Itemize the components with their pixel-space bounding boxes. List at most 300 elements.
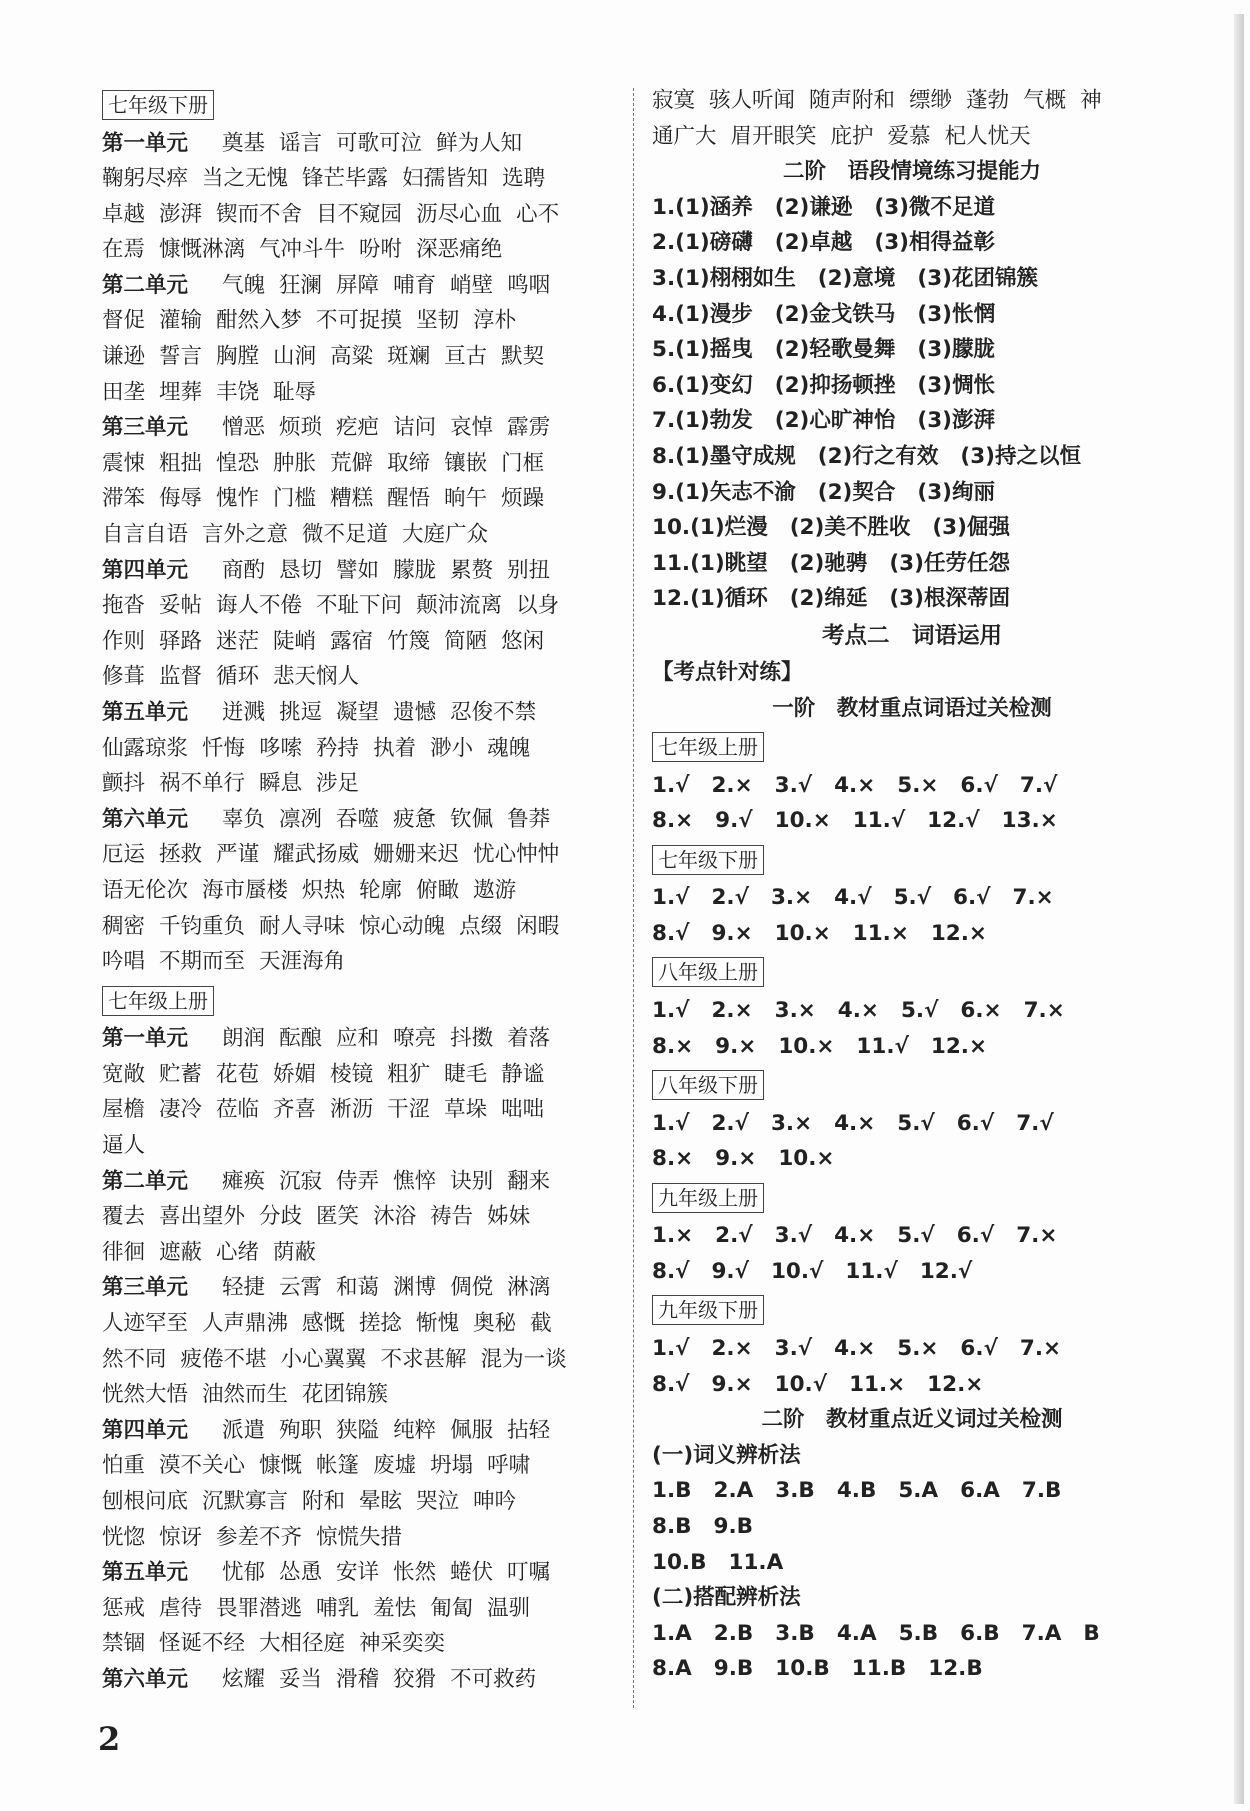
grade-section-label: 八年级下册 [652, 1070, 764, 1100]
vocabulary-word: 和蔼 [336, 1275, 380, 1301]
answer-item: 5.(1)摇曳 [652, 337, 753, 363]
vocabulary-word: 吟唱 [102, 949, 146, 975]
unit-label: 第四单元 [102, 1417, 189, 1443]
vocabulary-word: 沉寂 [279, 1168, 323, 1194]
grade-section-label: 九年级下册 [652, 1295, 764, 1325]
vocabulary-word: 海市蜃楼 [202, 877, 289, 903]
vocabulary-line [102, 909, 632, 945]
vocabulary-word: 佩服 [450, 1417, 494, 1443]
vocabulary-word: 语无伦次 [102, 877, 189, 903]
answer-item: 6.√ [956, 1223, 995, 1249]
vocabulary-word: 混为一谈 [480, 1346, 567, 1372]
vocabulary-word: 不可救药 [450, 1666, 537, 1692]
answer-item: 5.√ [900, 997, 939, 1023]
right-column [652, 83, 1172, 1687]
vocabulary-line [102, 1484, 632, 1520]
answer-line [652, 1254, 1172, 1290]
vocabulary-word: 可歌可泣 [336, 130, 423, 156]
answer-item: 6.A [960, 1478, 1000, 1504]
answer-item: 7.√ [1016, 1110, 1054, 1136]
answer-item: 10.√ [770, 1258, 824, 1284]
answer-line [652, 1509, 1172, 1545]
vocabulary-word: 魂魄 [487, 735, 531, 761]
section-heading: 二阶 教材重点近义词过关检测 [761, 1407, 1063, 1433]
vocabulary-word: 当之无愧 [202, 166, 289, 192]
vocabulary-word: 灌输 [159, 308, 203, 334]
vocabulary-word: 仙露琼浆 [102, 735, 189, 761]
answer-item: 7.√ [1019, 772, 1058, 798]
answer-item: 7.(1)勃发 [652, 408, 753, 434]
vocabulary-word: 涉足 [316, 771, 360, 797]
vocabulary-word: 徘徊 [102, 1239, 146, 1265]
vocabulary-word: 耐人寻味 [259, 913, 346, 939]
vocabulary-word: 默契 [501, 344, 545, 370]
vocabulary-word: 譬如 [336, 557, 380, 583]
answer-item: 3.(1)栩栩如生 [652, 265, 796, 291]
answer-item: 5.√ [893, 885, 932, 911]
vocabulary-word: 荒僻 [330, 450, 374, 476]
vocabulary-word: 怂恿 [279, 1560, 323, 1586]
answer-line [652, 1367, 1172, 1403]
answer-item: (3)持之以恒 [960, 443, 1081, 469]
vocabulary-line [102, 837, 632, 873]
vocabulary-word: 拖沓 [102, 593, 146, 619]
answer-item: 9.B [713, 1514, 754, 1539]
answer-item: (3)任劳任怨 [889, 550, 1010, 576]
vocabulary-word: 滞笨 [102, 486, 146, 512]
vocabulary-word: 不可捉摸 [316, 308, 403, 334]
vocabulary-word: 胸膛 [216, 344, 260, 370]
vocabulary-word: 惶恐 [216, 450, 260, 476]
vocabulary-word: 纯粹 [393, 1417, 437, 1443]
vocabulary-line [102, 1342, 632, 1378]
vocabulary-word: 安详 [336, 1560, 380, 1586]
unit-label: 第五单元 [102, 700, 189, 725]
vocabulary-word: 睫毛 [444, 1061, 488, 1087]
vocabulary-line [102, 1448, 632, 1484]
vocabulary-line [102, 1626, 632, 1662]
vocabulary-word: 驿路 [159, 628, 203, 654]
vocabulary-word: 酝酿 [279, 1026, 323, 1052]
unit-label: 第三单元 [102, 1275, 189, 1301]
answer-item: 12.√ [927, 808, 980, 834]
answer-item: 10.× [774, 808, 831, 834]
answer-item: 3.× [770, 1110, 813, 1136]
vocabulary-line [102, 1520, 632, 1556]
vocabulary-word: 淋漓 [507, 1275, 551, 1301]
vocabulary-word: 晌午 [444, 486, 488, 512]
vocabulary-word: 憎恶 [222, 415, 266, 441]
vocabulary-word: 诘问 [393, 415, 437, 441]
vocabulary-line [102, 944, 632, 980]
vocabulary-word: 挑逗 [279, 700, 323, 725]
vocabulary-word: 姗姗来迟 [373, 842, 460, 868]
answer-item: 10.B [775, 1656, 830, 1682]
answer-item: (3)花团锦簇 [917, 265, 1038, 291]
vocabulary-word: 狭隘 [336, 1417, 380, 1443]
grade-section-label: 七年级上册 [102, 986, 214, 1016]
vocabulary-word: 修葺 [102, 664, 146, 690]
vocabulary-line [102, 161, 632, 197]
vocabulary-word: 惩戒 [102, 1595, 146, 1621]
grade-section-row [652, 839, 1172, 881]
vocabulary-line [102, 375, 632, 411]
answer-item: 4.√ [834, 885, 872, 911]
answer-item: 12.(1)循环 [652, 586, 768, 612]
vocabulary-word: 气魄 [222, 272, 266, 298]
vocabulary-line [102, 410, 632, 446]
vocabulary-word: 心绪 [216, 1239, 260, 1265]
answer-item: 2.(1)磅礴 [652, 230, 753, 256]
vocabulary-word: 哆嗦 [259, 735, 303, 761]
unit-label: 第一单元 [102, 130, 189, 156]
vocabulary-word: 气概 [1023, 88, 1067, 113]
vocabulary-word: 呻吟 [473, 1488, 517, 1514]
unit-label: 第一单元 [102, 1026, 189, 1052]
vocabulary-line [102, 197, 632, 233]
unit-label: 第五单元 [102, 1560, 189, 1586]
vocabulary-word: 废墟 [373, 1453, 417, 1479]
vocabulary-word: 莅临 [216, 1097, 260, 1123]
vocabulary-word: 俯瞰 [416, 877, 460, 903]
vocabulary-word: 鸣咽 [507, 272, 551, 298]
vocabulary-word: 谦逊 [102, 344, 146, 370]
vocabulary-line [102, 553, 632, 589]
vocabulary-word: 通广大 [652, 123, 717, 149]
vocabulary-line [102, 873, 632, 909]
vocabulary-word: 哺育 [393, 272, 437, 298]
vocabulary-word: 骇人听闻 [709, 88, 796, 113]
answer-item: 9.B [713, 1656, 754, 1682]
vocabulary-word: 渺小 [430, 735, 474, 761]
vocabulary-word: 监督 [159, 664, 203, 690]
vocabulary-word: 遗憾 [393, 700, 437, 725]
vocabulary-word: 千钧重负 [159, 913, 246, 939]
vocabulary-word: 缥缈 [909, 88, 953, 113]
vocabulary-word: 惊心动魄 [359, 913, 446, 939]
vocabulary-word: 眉开眼笑 [730, 123, 817, 149]
vocabulary-word: 翻来 [507, 1168, 551, 1194]
vocabulary-word: 匿笑 [316, 1204, 360, 1230]
vocabulary-word: 慷慨 [259, 1453, 303, 1479]
vocabulary-word: 埋葬 [159, 379, 203, 405]
vocabulary-word: 妇孺皆知 [402, 166, 489, 192]
vocabulary-word: 贮蓄 [159, 1061, 203, 1087]
answer-item: 5.√ [897, 1110, 935, 1136]
grade-section-label: 七年级下册 [102, 90, 214, 120]
vocabulary-word: 辜负 [222, 806, 266, 832]
answer-item: (3)惆怅 [917, 372, 995, 398]
vocabulary-line [102, 1555, 632, 1591]
vocabulary-word: 油然而生 [202, 1382, 289, 1408]
grade-section-row [652, 1064, 1172, 1106]
vocabulary-word: 杞人忧天 [944, 123, 1031, 149]
vocabulary-word: 刨根问底 [102, 1488, 189, 1514]
answer-item: 10.× [778, 1033, 835, 1059]
vocabulary-line [102, 303, 632, 339]
answer-item: 4.× [837, 997, 879, 1023]
vocabulary-word: 别扭 [507, 557, 551, 583]
answer-item: 5.A [898, 1478, 939, 1504]
vocabulary-word: 沉默寡言 [202, 1488, 289, 1514]
answer-item: (2)抑扬顿挫 [774, 372, 896, 398]
vocabulary-line [102, 624, 632, 660]
vocabulary-word: 心不 [516, 201, 560, 227]
vocabulary-word: 附和 [302, 1488, 346, 1514]
answer-item: 8.× [652, 808, 694, 834]
vocabulary-word: 瞬息 [259, 771, 303, 797]
vocabulary-word: 粗犷 [387, 1061, 431, 1087]
answer-item: 8.× [652, 1033, 694, 1059]
vocabulary-line [652, 119, 1172, 155]
vocabulary-word: 坚韧 [416, 308, 460, 334]
vocabulary-word: 轻捷 [222, 1275, 266, 1301]
answer-item: 3.B [775, 1478, 815, 1504]
vocabulary-word: 喜出望外 [159, 1204, 246, 1230]
answer-line [652, 1141, 1172, 1177]
vocabulary-word: 耀武扬威 [273, 842, 360, 868]
answer-item: 9.× [715, 1146, 757, 1172]
vocabulary-line [102, 268, 632, 304]
vocabulary-word: 拯救 [159, 842, 203, 868]
answer-item: 4.A [836, 1620, 877, 1646]
vocabulary-word: 霹雳 [507, 415, 551, 441]
answer-item: (2)轻歌曼舞 [774, 337, 896, 363]
vocabulary-word: 截 [530, 1311, 552, 1336]
answer-line [652, 1651, 1172, 1687]
grade-section-row [102, 980, 632, 1022]
vocabulary-word: 派遣 [222, 1417, 266, 1443]
vocabulary-word: 不耻下问 [316, 593, 403, 619]
answer-item: 2.B [713, 1620, 754, 1646]
vocabulary-word: 静谧 [501, 1061, 545, 1087]
subsection-label: 【考点针对练】 [652, 659, 803, 685]
page-edge-shadow [1234, 14, 1244, 1804]
vocabulary-word: 疲惫 [393, 806, 437, 832]
answer-item: 7.× [1023, 997, 1065, 1023]
vocabulary-word: 诲人不倦 [216, 593, 303, 619]
answer-item: 2.√ [715, 1223, 753, 1249]
vocabulary-word: 虐待 [159, 1595, 203, 1621]
answer-item: 3.√ [774, 1223, 813, 1249]
vocabulary-word: 门框 [501, 450, 545, 476]
vocabulary-word: 烦琐 [279, 415, 323, 441]
vocabulary-word: 沐浴 [373, 1204, 417, 1230]
vocabulary-word: 悲天悯人 [273, 664, 360, 690]
answer-line [652, 510, 1172, 546]
answer-item: 2.× [711, 772, 753, 798]
vocabulary-word: 奥秘 [473, 1311, 517, 1336]
answer-line [652, 475, 1172, 511]
vocabulary-word: 奠基 [222, 130, 266, 156]
vocabulary-word: 干涩 [387, 1097, 431, 1123]
vocabulary-word: 怕重 [102, 1453, 146, 1479]
vocabulary-line [102, 446, 632, 482]
vocabulary-word: 不期而至 [159, 949, 246, 975]
vocabulary-word: 寂寞 [652, 88, 696, 113]
subsection-label: (一)词义辨析法 [652, 1442, 801, 1468]
vocabulary-word: 闲暇 [516, 913, 560, 939]
answer-item: (2)美不胜收 [789, 515, 911, 541]
vocabulary-word: 烦躁 [501, 486, 545, 512]
grade-section-row [102, 84, 632, 126]
answer-item: 1.√ [652, 885, 690, 911]
vocabulary-word: 忧郁 [222, 1560, 266, 1586]
vocabulary-word: 晕眩 [359, 1488, 403, 1514]
answer-item: 4.× [834, 772, 876, 798]
vocabulary-word: 搓捻 [359, 1311, 403, 1336]
vocabulary-line [102, 695, 632, 731]
grade-section-row [652, 951, 1172, 993]
answer-item: 6.√ [960, 772, 998, 798]
vocabulary-word: 庇护 [830, 123, 874, 149]
vocabulary-word: 鲁莽 [507, 806, 551, 832]
vocabulary-word: 忏悔 [202, 735, 246, 761]
answer-line [652, 261, 1172, 297]
vocabulary-word: 天涯海角 [259, 949, 346, 975]
answer-line [652, 1473, 1172, 1509]
vocabulary-word: 羞怯 [373, 1595, 417, 1621]
vocabulary-word: 田垄 [102, 379, 146, 405]
vocabulary-line [102, 1306, 632, 1342]
vocabulary-word: 憔悴 [393, 1168, 437, 1194]
vocabulary-line [102, 232, 632, 268]
vocabulary-line [102, 1591, 632, 1627]
vocabulary-line [102, 802, 632, 838]
grade-section-row [652, 1177, 1172, 1219]
answer-item: 12.× [927, 1371, 984, 1397]
vocabulary-line [102, 517, 632, 553]
section-heading: 一阶 教材重点词语过关检测 [772, 695, 1052, 721]
vocabulary-word: 叮嘱 [507, 1560, 551, 1586]
vocabulary-word: 禁锢 [102, 1631, 146, 1657]
answer-item: 1.× [652, 1223, 694, 1249]
answer-item: 6.B [960, 1620, 1000, 1646]
vocabulary-word: 鲜为人知 [436, 130, 523, 156]
grade-section-label: 八年级上册 [652, 957, 764, 987]
unit-label: 第二单元 [102, 272, 189, 298]
answer-item: 10.B [652, 1549, 707, 1575]
vocabulary-word: 侍弄 [336, 1168, 380, 1194]
answer-item: 8.√ [652, 1371, 690, 1397]
answer-line [652, 332, 1172, 368]
vocabulary-line [102, 1662, 632, 1698]
answer-item: 11.√ [856, 1033, 909, 1059]
answer-item: (3)微不足道 [874, 194, 995, 220]
vocabulary-word: 匍匐 [430, 1595, 474, 1621]
vocabulary-word: 然不同 [102, 1346, 167, 1372]
vocabulary-word: 疲倦不堪 [180, 1346, 267, 1372]
vocabulary-word: 抖擞 [450, 1026, 494, 1052]
answer-item: 11.√ [845, 1258, 898, 1284]
vocabulary-word: 怅然 [393, 1560, 437, 1586]
answer-item: 4.B [836, 1478, 877, 1504]
unit-label: 第二单元 [102, 1168, 189, 1194]
vocabulary-word: 遮蔽 [159, 1239, 203, 1265]
answer-line [652, 1218, 1172, 1254]
vocabulary-word: 瘫痪 [222, 1168, 266, 1194]
answer-item: 1.√ [652, 1110, 690, 1136]
answer-item: 9.√ [715, 808, 753, 834]
answer-item: (3)相得益彰 [874, 230, 995, 256]
vocabulary-line [102, 659, 632, 695]
vocabulary-word: 随声附和 [809, 88, 896, 113]
unit-label: 第四单元 [102, 557, 189, 583]
vocabulary-word: 狂澜 [279, 272, 323, 298]
answer-item: 7.× [1019, 1336, 1062, 1362]
vocabulary-word: 人迹罕至 [102, 1311, 189, 1336]
vocabulary-word: 卓越 [102, 201, 146, 227]
vocabulary-word: 帐篷 [316, 1453, 360, 1479]
answer-item: (2)谦逊 [774, 194, 853, 220]
vocabulary-line [102, 588, 632, 624]
answer-item: 8.× [652, 1146, 694, 1172]
vocabulary-word: 人声鼎沸 [202, 1311, 289, 1336]
answer-line [652, 1331, 1172, 1367]
answer-item: 12.B [928, 1656, 983, 1682]
column-divider [633, 88, 634, 1708]
answer-line [652, 768, 1172, 804]
vocabulary-word: 锲而不舍 [216, 201, 303, 227]
answer-item: B [1083, 1620, 1100, 1646]
answer-item: 6.(1)变幻 [652, 372, 753, 398]
vocabulary-word: 竹篾 [387, 628, 431, 654]
answer-line [652, 546, 1172, 582]
vocabulary-word: 恍惚 [102, 1524, 146, 1550]
vocabulary-word: 凝望 [336, 700, 380, 725]
vocabulary-word: 屋檐 [102, 1097, 146, 1123]
vocabulary-line [102, 339, 632, 375]
answer-item: 9.× [711, 1371, 753, 1397]
vocabulary-word: 嘹亮 [393, 1026, 437, 1052]
vocabulary-word: 朗润 [222, 1026, 266, 1052]
vocabulary-word: 取缔 [387, 450, 431, 476]
vocabulary-line [102, 1021, 632, 1057]
section-heading: 二阶 语段情境练习提能力 [782, 159, 1041, 185]
vocabulary-word: 目不窥园 [316, 201, 403, 227]
vocabulary-word: 以身 [516, 593, 560, 619]
answer-item: 8.B [652, 1514, 692, 1539]
vocabulary-word: 惊慌失措 [316, 1524, 403, 1550]
answer-item: (3)澎湃 [917, 408, 995, 434]
vocabulary-word: 门槛 [273, 486, 317, 512]
vocabulary-word: 循环 [216, 664, 260, 690]
answer-item: (3)倔强 [932, 515, 1010, 541]
answer-line [652, 803, 1172, 839]
vocabulary-word: 悠闲 [501, 628, 545, 654]
vocabulary-word: 覆去 [102, 1204, 146, 1230]
answer-item: 5.√ [897, 1223, 935, 1249]
vocabulary-word: 逼人 [102, 1133, 146, 1159]
vocabulary-line [102, 1270, 632, 1306]
vocabulary-word: 诀别 [450, 1168, 494, 1194]
vocabulary-line [102, 1199, 632, 1235]
answer-item: 7.A [1021, 1620, 1062, 1646]
vocabulary-word: 露宿 [330, 628, 374, 654]
answer-item: 1.√ [652, 1336, 690, 1362]
vocabulary-word: 肿胀 [273, 450, 317, 476]
answer-item: (3)朦胧 [917, 337, 995, 363]
vocabulary-line [102, 1128, 632, 1164]
answer-line [652, 581, 1172, 617]
answer-item: (2)驰骋 [789, 550, 868, 576]
vocabulary-word: 忍俊不禁 [450, 700, 537, 725]
vocabulary-word: 督促 [102, 308, 146, 334]
vocabulary-word: 蜷伏 [450, 1560, 494, 1586]
vocabulary-word: 妥当 [279, 1666, 323, 1692]
answer-item: 4.(1)漫步 [652, 301, 753, 327]
vocabulary-line [102, 1057, 632, 1093]
